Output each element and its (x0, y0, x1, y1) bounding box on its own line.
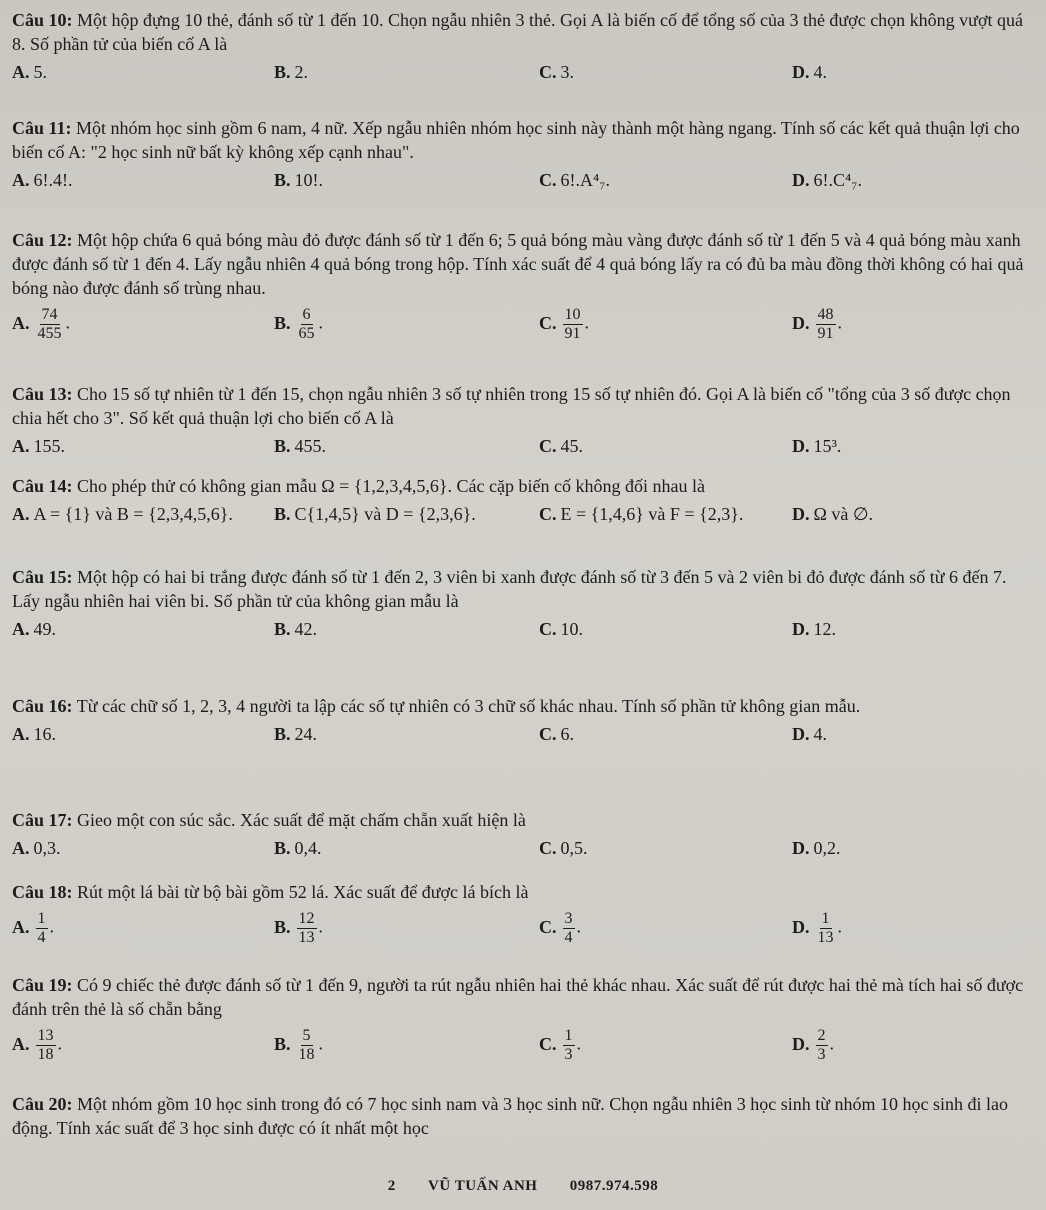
option-label: D. (792, 619, 810, 639)
question-13 (12, 382, 1032, 464)
fraction-denominator: 3 (817, 1046, 826, 1063)
option-label: C. (539, 838, 557, 858)
option-text: C{1,4,5} và D = {2,3,6}. (294, 504, 476, 524)
option-label: D. (792, 724, 810, 744)
question-stem (12, 880, 1032, 904)
fraction (36, 1027, 56, 1064)
answer-option[interactable] (792, 619, 836, 640)
option-label: C. (539, 504, 557, 524)
answer-option[interactable]: D. $\frac{2}{3}$ . (792, 1027, 834, 1063)
option-text: 0,4. (294, 838, 322, 858)
option-label: D. (792, 312, 810, 333)
answer-option[interactable] (12, 838, 61, 859)
question-number: Câu 17: (12, 810, 73, 830)
option-text: 455. (294, 436, 327, 456)
fraction-numerator: 1 (37, 910, 46, 927)
answer-option[interactable]: A. $\frac{13}{18}$ . (12, 1027, 62, 1063)
fraction-numerator: 10 (564, 306, 581, 323)
option-label: B. (274, 504, 291, 524)
answer-option[interactable] (274, 504, 476, 525)
option-text: 12. (813, 619, 836, 639)
answer-options (12, 504, 1032, 532)
answer-option[interactable]: A. $\frac{74}{455}$ . (12, 306, 70, 342)
question-text: Cho 15 số tự nhiên từ 1 đến 15, chọn ngẫu nhiên 3 số tự nhiên trong 15 số tự nhiên đó. Gọi A là biến cố "tổng của 3 số được chọn chia hết cho 3". Số kết quả thuận lợi cho biến cố A là (12, 384, 1011, 428)
fraction-numerator: 3 (564, 910, 573, 927)
answer-option[interactable]: B. $\frac{12}{13}$ . (274, 910, 324, 946)
answer-option[interactable] (539, 504, 743, 525)
question-text: Một hộp đựng 10 thẻ, đánh số từ 1 đến 10. Chọn ngẫu nhiên 3 thẻ. Gọi A là biến cố để tổng số của 3 thẻ được chọn không vượt quá 8. Số phần tử của biến cố A là (12, 10, 1023, 54)
question-stem (12, 694, 1032, 718)
answer-option[interactable] (792, 724, 827, 745)
option-text: 45. (560, 436, 583, 456)
option-text: 10. (560, 619, 583, 639)
option-text: 4. (813, 724, 827, 744)
question-number: Câu 10: (12, 10, 73, 30)
option-label: D. (792, 436, 810, 456)
option-text: 0,3. (33, 838, 61, 858)
question-stem (12, 474, 1032, 498)
option-text: 2. (294, 62, 309, 82)
answer-option[interactable] (274, 170, 323, 191)
fraction (563, 306, 583, 343)
option-text: 0,5. (560, 838, 588, 858)
option-label: D. (792, 916, 810, 937)
option-text: 6. (560, 724, 574, 744)
question-text: Từ các chữ số 1, 2, 3, 4 người ta lập các số tự nhiên có 3 chữ số khác nhau. Tính số phần tử không gian mẫu. (76, 696, 861, 716)
question-12 (12, 228, 1032, 350)
question-text: Gieo một con súc sắc. Xác suất để mặt chấm chẵn xuất hiện là (77, 810, 526, 830)
option-text: 6!.4!. (33, 170, 73, 190)
fraction-denominator: 18 (37, 1046, 54, 1063)
option-label: D. (792, 504, 810, 524)
fraction (563, 910, 575, 947)
fraction (297, 1027, 317, 1064)
fraction-numerator: 74 (41, 306, 58, 323)
question-number: Câu 11: (12, 118, 72, 138)
question-stem (12, 116, 1032, 164)
option-text: 0,2. (813, 838, 841, 858)
question-number: Câu 12: (12, 230, 73, 250)
fraction-numerator: 1 (821, 910, 830, 927)
option-label: D. (792, 838, 810, 858)
fraction-numerator: 12 (298, 910, 315, 927)
question-stem (12, 228, 1032, 300)
question-stem (12, 808, 1032, 832)
option-text: 24. (294, 724, 318, 744)
question-text: Có 9 chiếc thẻ được đánh số từ 1 đến 9, người ta rút ngẫu nhiên hai thẻ khác nhau. Xác suất để rút được hai thẻ mà tích hai số được đánh trên thẻ là số chẵn bằng (12, 975, 1024, 1019)
answer-option[interactable] (12, 436, 65, 457)
answer-options (12, 910, 1032, 954)
fraction (816, 1027, 828, 1064)
option-label: C. (539, 619, 557, 639)
answer-option[interactable] (792, 504, 873, 525)
fraction-numerator: 48 (817, 306, 834, 323)
option-text: 49. (33, 619, 56, 639)
option-label: B. (274, 62, 291, 82)
question-number: Câu 15: (12, 567, 73, 587)
option-text: 6!.A⁴₇. (560, 170, 611, 190)
answer-option[interactable]: C. $\frac{1}{3}$ . (539, 1027, 581, 1063)
option-text: Ω và ∅. (813, 504, 874, 524)
question-19 (12, 973, 1032, 1071)
question-number: Câu 14: (12, 476, 73, 496)
answer-option[interactable] (12, 724, 56, 745)
option-label: A. (12, 170, 30, 190)
answer-option[interactable] (792, 170, 862, 191)
question-17 (12, 808, 1032, 866)
fraction-denominator: 65 (298, 325, 315, 342)
option-label: A. (12, 724, 30, 744)
option-label: C. (539, 436, 557, 456)
author-name: VŨ TUẤN ANH (428, 1178, 538, 1194)
option-label: B. (274, 838, 291, 858)
option-label: A. (12, 504, 30, 524)
fraction-denominator: 13 (298, 929, 315, 946)
option-label: A. (12, 1033, 30, 1054)
answer-option[interactable] (539, 619, 583, 640)
option-label: C. (539, 724, 557, 744)
question-20 (12, 1092, 1032, 1140)
fraction (297, 910, 317, 947)
fraction (816, 306, 836, 343)
fraction-numerator: 2 (817, 1027, 826, 1044)
answer-option[interactable]: C. $\frac{3}{4}$ . (539, 910, 581, 946)
fraction (297, 306, 317, 343)
question-number: Câu 19: (12, 975, 73, 995)
answer-options (12, 306, 1032, 350)
question-10 (12, 8, 1032, 90)
question-text: Cho phép thử có không gian mẫu Ω = {1,2,3,4,5,6}. Các cặp biến cố không đối nhau là (77, 476, 705, 496)
answer-option[interactable] (539, 62, 574, 83)
answer-option[interactable] (539, 724, 574, 745)
answer-option[interactable] (274, 436, 326, 457)
answer-options (12, 436, 1032, 464)
option-label: D. (792, 170, 810, 190)
option-text: 10!. (294, 170, 324, 190)
option-label: A. (12, 436, 30, 456)
option-text: 4. (813, 62, 827, 82)
fraction (563, 1027, 575, 1064)
option-label: B. (274, 916, 291, 937)
question-text: Một nhóm gồm 10 học sinh trong đó có 7 học sinh nam và 3 học sinh nữ. Chọn ngẫu nhiên 3 học sinh từ nhóm 10 học sinh đi lao động. Tính xác suất để 3 học sinh được có ít nhất một học (12, 1094, 1008, 1138)
option-label: B. (274, 312, 291, 333)
answer-option[interactable]: B. $\frac{6}{65}$ . (274, 306, 324, 342)
fraction-denominator: 455 (37, 325, 62, 342)
fraction (816, 910, 836, 947)
fraction-denominator: 91 (817, 325, 834, 342)
answer-option[interactable] (12, 504, 233, 525)
answer-option[interactable] (12, 170, 73, 191)
question-stem (12, 8, 1032, 56)
question-18 (12, 880, 1032, 954)
answer-options (12, 1027, 1032, 1071)
question-text: Một hộp có hai bi trắng được đánh số từ 1 đến 2, 3 viên bi xanh được đánh số từ 3 đến 5 và 2 viên bi đỏ được đánh số từ 6 đến 7. Lấy ngẫu nhiên hai viên bi. Số phần tử của không gian mẫu là (12, 567, 1007, 611)
option-label: C. (539, 312, 557, 333)
answer-option[interactable] (539, 436, 583, 457)
fraction (36, 910, 48, 947)
option-label: A. (12, 838, 30, 858)
question-stem (12, 973, 1032, 1021)
fraction-numerator: 5 (302, 1027, 311, 1044)
fraction-denominator: 13 (817, 929, 834, 946)
option-text: 15³. (813, 436, 842, 456)
fraction (36, 306, 64, 343)
option-label: A. (12, 916, 30, 937)
option-label: B. (274, 724, 291, 744)
answer-options (12, 838, 1032, 866)
fraction-denominator: 4 (37, 929, 46, 946)
question-15 (12, 565, 1032, 647)
answer-option[interactable]: B. $\frac{5}{18}$ . (274, 1027, 324, 1063)
option-label: C. (539, 1033, 557, 1054)
fraction-denominator: 3 (564, 1046, 573, 1063)
option-label: C. (539, 916, 557, 937)
question-number: Câu 20: (12, 1094, 73, 1114)
phone-number: 0987.974.598 (569, 1178, 659, 1194)
answer-options (12, 724, 1032, 752)
option-label: A. (12, 62, 30, 82)
fraction-numerator: 13 (37, 1027, 54, 1044)
option-label: B. (274, 1033, 291, 1054)
question-11 (12, 116, 1032, 198)
answer-option[interactable] (792, 838, 841, 859)
option-label: A. (12, 619, 30, 639)
answer-option[interactable]: A. $\frac{1}{4}$ . (12, 910, 54, 946)
option-label: C. (539, 62, 557, 82)
page-number: 2 (387, 1178, 396, 1194)
fraction-numerator: 6 (302, 306, 311, 323)
option-text: 42. (294, 619, 318, 639)
option-text: E = {1,4,6} và F = {2,3}. (560, 504, 744, 524)
option-text: 5. (33, 62, 47, 82)
question-stem (12, 1092, 1032, 1140)
fraction-denominator: 18 (298, 1046, 315, 1063)
answer-option[interactable] (12, 62, 47, 83)
option-label: B. (274, 436, 291, 456)
answer-option[interactable] (274, 838, 322, 859)
fraction-numerator: 1 (564, 1027, 573, 1044)
question-stem (12, 565, 1032, 613)
option-text: A = {1} và B = {2,3,4,5,6}. (33, 504, 233, 524)
answer-option[interactable] (539, 170, 610, 191)
page-footer (0, 1178, 1046, 1195)
question-16 (12, 694, 1032, 752)
answer-options (12, 62, 1032, 90)
question-stem (12, 382, 1032, 430)
option-text: 3. (560, 62, 574, 82)
fraction-denominator: 4 (564, 929, 573, 946)
question-14 (12, 474, 1032, 532)
answer-option[interactable] (792, 436, 841, 457)
option-text: 155. (33, 436, 65, 456)
option-label: B. (274, 619, 291, 639)
option-label: B. (274, 170, 291, 190)
question-text: Một nhóm học sinh gồm 6 nam, 4 nữ. Xếp ngẫu nhiên nhóm học sinh này thành một hàng ngang. Tính số các kết quả thuận lợi cho biến cố A: "2 học sinh nữ bất kỳ không xếp cạnh nhau". (12, 118, 1020, 162)
option-label: A. (12, 312, 30, 333)
answer-options (12, 170, 1032, 198)
answer-option[interactable] (274, 724, 317, 745)
question-text: Một hộp chứa 6 quả bóng màu đỏ được đánh số từ 1 đến 6; 5 quả bóng màu vàng được đánh số từ 1 đến 5 và 4 quả bóng màu xanh được đánh số từ 1 đến 4. Lấy ngẫu nhiên 4 quả bóng trong hộp. Tính xác suất để 4 quả bóng lấy ra có đủ ba màu đồng thời không có hai quả bóng nào được đánh số trùng nhau. (12, 230, 1024, 298)
option-label: D. (792, 62, 810, 82)
answer-option[interactable]: D. $\frac{1}{13}$ . (792, 910, 842, 946)
answer-option[interactable] (12, 619, 56, 640)
question-text: Rút một lá bài từ bộ bài gồm 52 lá. Xác suất để được lá bích là (77, 882, 529, 902)
option-text: 6!.C⁴₇. (813, 170, 863, 190)
option-label: D. (792, 1033, 810, 1054)
question-number: Câu 18: (12, 882, 73, 902)
answer-option[interactable] (274, 619, 317, 640)
option-label: C. (539, 170, 557, 190)
answer-option[interactable] (792, 62, 827, 83)
answer-option[interactable]: D. $\frac{48}{91}$ . (792, 306, 842, 342)
answer-option[interactable]: C. $\frac{10}{91}$ . (539, 306, 589, 342)
answer-options (12, 619, 1032, 647)
option-text: 16. (33, 724, 56, 744)
answer-option[interactable] (274, 62, 308, 83)
question-number: Câu 16: (12, 696, 73, 716)
answer-option[interactable] (539, 838, 588, 859)
question-number: Câu 13: (12, 384, 73, 404)
fraction-denominator: 91 (564, 325, 581, 342)
